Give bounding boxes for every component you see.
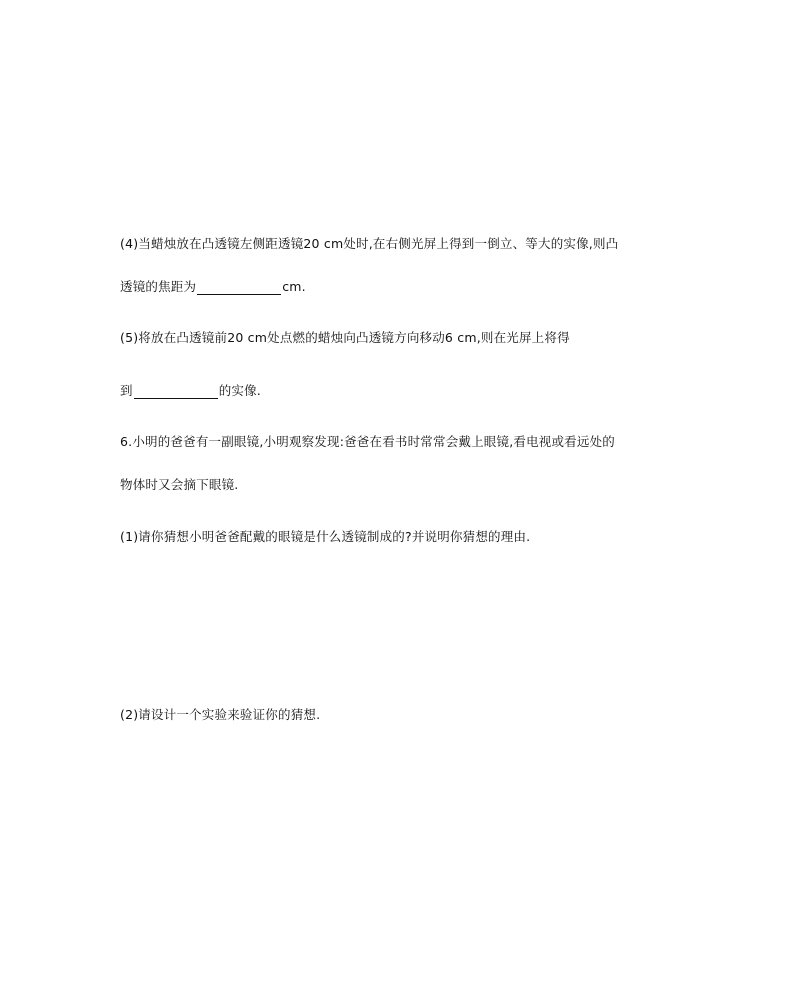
question-4-prefix: 透镜的焦距为 — [120, 279, 197, 294]
question-6-stem-line-2: 物体时又会摘下眼镜. — [120, 477, 239, 492]
question-5-answer-blank[interactable] — [134, 384, 218, 399]
question-4-line-1: (4)当蜡烛放在凸透镜左侧距透镜20 cm处时,在右侧光屏上得到一倒立、等大的实像,则凸 — [120, 236, 619, 251]
question-4-answer-blank[interactable] — [197, 280, 281, 295]
question-4-suffix: cm. — [282, 279, 306, 294]
question-6-sub-2: (2)请设计一个实验来验证你的猜想. — [120, 707, 321, 722]
question-6-stem-line-1: 6.小明的爸爸有一副眼镜,小明观察发现:爸爸在看书时常常会戴上眼镜,看电视或看远处的 — [120, 434, 615, 449]
question-5-prefix: 到 — [120, 383, 133, 398]
question-6-sub-1: (1)请你猜想小明爸爸配戴的眼镜是什么透镜制成的?并说明你猜想的理由. — [120, 529, 531, 544]
question-5-line-2 — [120, 383, 261, 399]
question-5-suffix: 的实像. — [218, 383, 261, 398]
question-5-line-1: (5)将放在凸透镜前20 cm处点燃的蜡烛向凸透镜方向移动6 cm,则在光屏上将得 — [120, 330, 570, 345]
question-4-line-2 — [120, 279, 306, 295]
